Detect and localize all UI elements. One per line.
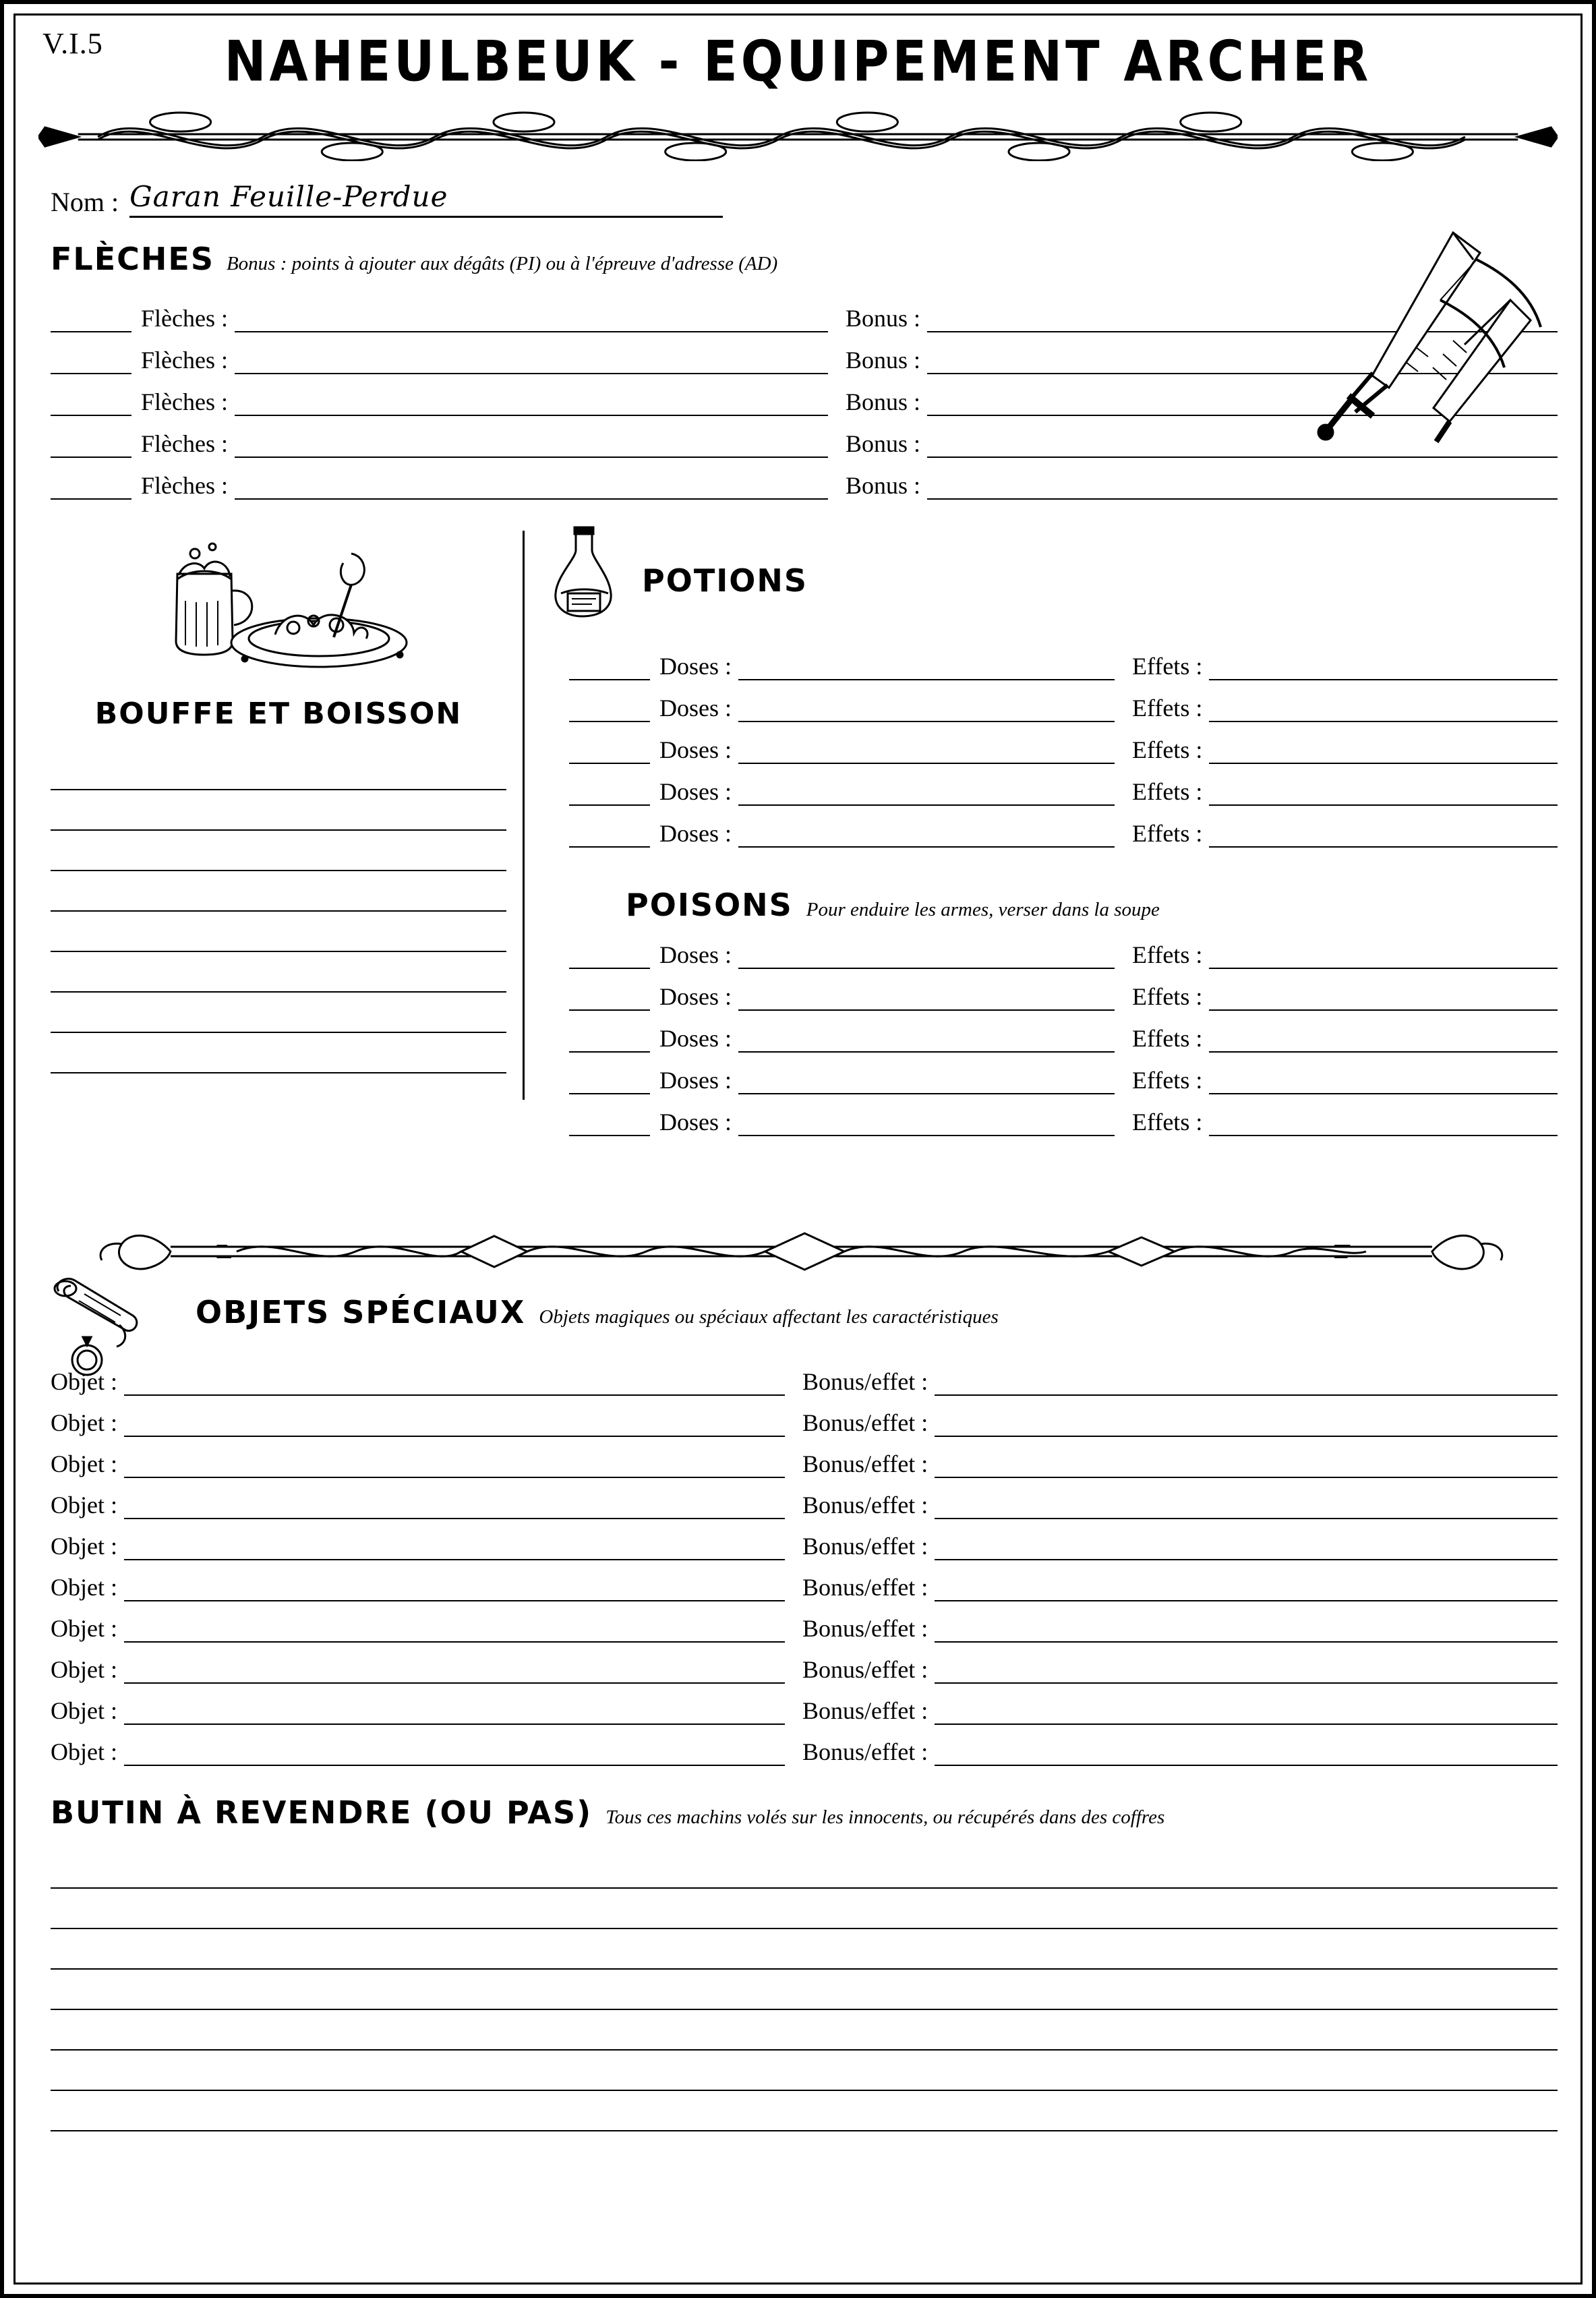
fleches-row-label: Flèches :: [141, 305, 228, 332]
bouffe-line-input[interactable]: [51, 871, 506, 912]
name-input[interactable]: [129, 180, 723, 218]
fleches-title: FLÈCHES: [51, 241, 214, 277]
objet-bonus-label: Bonus/effet :: [802, 1697, 928, 1724]
butin-line-input[interactable]: [51, 1929, 1558, 1970]
objet-bonus-label: Bonus/effet :: [802, 1738, 928, 1765]
fleches-section: [38, 241, 1558, 500]
objet-bonus-input[interactable]: [935, 1532, 1558, 1560]
objet-bonus-label: Bonus/effet :: [802, 1656, 928, 1683]
objet-label: Objet :: [51, 1738, 117, 1765]
potion-effect-input[interactable]: [1209, 694, 1558, 722]
objet-bonus-input[interactable]: [935, 1491, 1558, 1519]
fleches-qty-input[interactable]: [51, 430, 131, 458]
poisons-heading: [545, 887, 1558, 923]
fleches-name-input[interactable]: [235, 388, 828, 416]
objet-label: Objet :: [51, 1615, 117, 1642]
poison-effect-label: Effets :: [1132, 1109, 1203, 1136]
potion-name-input[interactable]: [738, 777, 1115, 806]
objet-label: Objet :: [51, 1656, 117, 1683]
objet-name-input[interactable]: [124, 1655, 785, 1684]
objet-label: Objet :: [51, 1574, 117, 1601]
objet-row[interactable]: [51, 1560, 1558, 1601]
fleches-qty-input[interactable]: [51, 346, 131, 374]
bouffe-line-input[interactable]: [51, 1033, 506, 1073]
objet-bonus-input[interactable]: [935, 1655, 1558, 1684]
fleches-qty-input[interactable]: [51, 388, 131, 416]
poison-name-input[interactable]: [738, 1066, 1115, 1094]
potion-doses-input[interactable]: [569, 736, 650, 764]
poison-doses-input[interactable]: [569, 1108, 650, 1136]
objet-name-input[interactable]: [124, 1409, 785, 1437]
potion-doses-label: Doses :: [659, 820, 732, 847]
objet-bonus-input[interactable]: [935, 1367, 1558, 1396]
fleches-row-label: Flèches :: [141, 472, 228, 499]
fleches-name-input[interactable]: [235, 304, 828, 332]
objet-bonus-input[interactable]: [935, 1738, 1558, 1766]
objet-label: Objet :: [51, 1492, 117, 1519]
fleches-bonus-label: Bonus :: [845, 472, 921, 499]
objet-name-input[interactable]: [124, 1532, 785, 1560]
poison-doses-input[interactable]: [569, 1066, 650, 1094]
potion-name-input[interactable]: [738, 819, 1115, 848]
fleches-bonus-input[interactable]: [927, 471, 1558, 500]
objets-subtitle: Objets magiques ou spéciaux affectant les caractéristiques: [539, 1306, 999, 1328]
objet-row[interactable]: [51, 1519, 1558, 1560]
bouffe-lines: [51, 750, 506, 1073]
objet-row[interactable]: [51, 1601, 1558, 1643]
potion-effect-input[interactable]: [1209, 652, 1558, 680]
objet-row[interactable]: [51, 1643, 1558, 1684]
butin-line-input[interactable]: [51, 1970, 1558, 2010]
vertical-divider: [523, 531, 525, 1100]
objet-bonus-input[interactable]: [935, 1573, 1558, 1601]
poison-name-input[interactable]: [738, 1108, 1115, 1136]
poison-row[interactable]: [569, 969, 1558, 1011]
poisons-title: POISONS: [626, 887, 793, 923]
poison-doses-label: Doses :: [659, 1067, 732, 1094]
poison-doses-label: Doses :: [659, 1109, 732, 1136]
fleches-qty-input[interactable]: [51, 304, 131, 332]
objet-row[interactable]: [51, 1396, 1558, 1437]
objet-bonus-input[interactable]: [935, 1614, 1558, 1643]
poison-effect-label: Effets :: [1132, 1025, 1203, 1052]
bouffe-section: [51, 527, 523, 1201]
objet-bonus-input[interactable]: [935, 1450, 1558, 1478]
objet-name-input[interactable]: [124, 1450, 785, 1478]
butin-lines: [51, 1848, 1558, 2131]
butin-line-input[interactable]: [51, 2010, 1558, 2051]
objet-bonus-label: Bonus/effet :: [802, 1574, 928, 1601]
bouffe-title: BOUFFE ET BOISSON: [94, 697, 463, 731]
spear-divider-ornament: [38, 107, 1558, 161]
objets-speciaux-section: [38, 1294, 1558, 1766]
objet-name-input[interactable]: [124, 1573, 785, 1601]
objet-label: Objet :: [51, 1697, 117, 1724]
poison-row[interactable]: [569, 1094, 1558, 1136]
poison-doses-label: Doses :: [659, 983, 732, 1010]
butin-line-input[interactable]: [51, 1889, 1558, 1929]
poison-effect-input[interactable]: [1209, 1066, 1558, 1094]
poison-effect-label: Effets :: [1132, 983, 1203, 1010]
fleches-subtitle: Bonus : points à ajouter aux dégâts (PI) ou à l'épreuve d'adresse (AD): [226, 253, 778, 274]
butin-line-input[interactable]: [51, 2051, 1558, 2091]
fleches-row[interactable]: [51, 458, 1558, 500]
objets-title: OBJETS SPÉCIAUX: [196, 1294, 526, 1330]
poison-doses-input[interactable]: [569, 1024, 650, 1053]
crossbow-and-sword-illustration: [1308, 219, 1551, 448]
objet-bonus-label: Bonus/effet :: [802, 1450, 928, 1477]
potion-doses-label: Doses :: [659, 736, 732, 763]
objet-label: Objet :: [51, 1533, 117, 1560]
objet-bonus-label: Bonus/effet :: [802, 1533, 928, 1560]
butin-section: [38, 1794, 1558, 2131]
bouffe-line-input[interactable]: [51, 790, 506, 831]
butin-line-input[interactable]: [51, 1848, 1558, 1889]
poison-effect-input[interactable]: [1209, 1024, 1558, 1053]
objets-heading: [51, 1294, 1558, 1355]
objet-label: Objet :: [51, 1409, 117, 1436]
poison-name-input[interactable]: [738, 982, 1115, 1011]
fleches-name-input[interactable]: [235, 471, 828, 500]
poison-row[interactable]: [569, 1053, 1558, 1094]
objet-bonus-label: Bonus/effet :: [802, 1492, 928, 1519]
objet-name-input[interactable]: [124, 1614, 785, 1643]
poison-name-input[interactable]: [738, 1024, 1115, 1053]
name-label: Nom :: [51, 187, 119, 217]
fleches-bonus-label: Bonus :: [845, 305, 921, 332]
objets-rows: [51, 1355, 1558, 1766]
fleches-name-input[interactable]: [235, 346, 828, 374]
poison-effect-input[interactable]: [1209, 982, 1558, 1011]
potion-effect-label: Effets :: [1132, 820, 1203, 847]
potion-bottle-icon: [545, 523, 626, 624]
potion-effect-label: Effets :: [1132, 695, 1203, 721]
potions-heading: [545, 527, 1558, 635]
potion-row[interactable]: [569, 722, 1558, 764]
objet-bonus-input[interactable]: [935, 1409, 1558, 1437]
potion-doses-input[interactable]: [569, 694, 650, 722]
poisons-subtitle: Pour enduire les armes, verser dans la soupe: [806, 899, 1160, 920]
potion-row[interactable]: [569, 680, 1558, 722]
version-label: V.I.5: [42, 27, 103, 60]
objet-bonus-label: Bonus/effet :: [802, 1409, 928, 1436]
objet-bonus-label: Bonus/effet :: [802, 1615, 928, 1642]
fleches-bonus-label: Bonus :: [845, 347, 921, 374]
poison-name-input[interactable]: [738, 941, 1115, 969]
potion-doses-input[interactable]: [569, 819, 650, 848]
potion-name-input[interactable]: [738, 652, 1115, 680]
staff-divider-ornament: [38, 1221, 1558, 1282]
objet-bonus-input[interactable]: [935, 1697, 1558, 1725]
bouffe-line-input[interactable]: [51, 952, 506, 993]
poison-effect-input[interactable]: [1209, 1108, 1558, 1136]
potion-row[interactable]: [569, 806, 1558, 848]
poison-row[interactable]: [569, 927, 1558, 969]
bouffe-line-input[interactable]: [51, 912, 506, 952]
potion-effect-input[interactable]: [1209, 777, 1558, 806]
fleches-bonus-label: Bonus :: [845, 430, 921, 457]
objet-bonus-label: Bonus/effet :: [802, 1368, 928, 1395]
potions-title: POTIONS: [642, 562, 808, 599]
objet-label: Objet :: [51, 1368, 117, 1395]
potion-effect-label: Effets :: [1132, 778, 1203, 805]
scroll-and-ring-illustration: [45, 1271, 160, 1386]
fleches-row-label: Flèches :: [141, 430, 228, 457]
poisons-rows: [545, 927, 1558, 1136]
poison-doses-input[interactable]: [569, 982, 650, 1011]
objet-name-input[interactable]: [124, 1697, 785, 1725]
objet-row[interactable]: [51, 1355, 1558, 1396]
poison-doses-label: Doses :: [659, 941, 732, 968]
poison-effect-label: Effets :: [1132, 941, 1203, 968]
objet-row[interactable]: [51, 1725, 1558, 1766]
potion-effect-input[interactable]: [1209, 819, 1558, 848]
fleches-qty-input[interactable]: [51, 471, 131, 500]
poison-effect-input[interactable]: [1209, 941, 1558, 969]
poison-doses-input[interactable]: [569, 941, 650, 969]
sheet-header: [38, 16, 1558, 103]
fleches-row-label: Flèches :: [141, 388, 228, 415]
butin-line-input[interactable]: [51, 2091, 1558, 2131]
bouffe-line-input[interactable]: [51, 750, 506, 790]
poison-doses-label: Doses :: [659, 1025, 732, 1052]
potions-poisons-column: [545, 527, 1558, 1201]
sheet-inner-border: [13, 13, 1583, 2285]
objet-name-input[interactable]: [124, 1491, 785, 1519]
potion-row[interactable]: [569, 639, 1558, 680]
potion-doses-input[interactable]: [569, 777, 650, 806]
butin-heading: [51, 1794, 1558, 1831]
butin-title: BUTIN À REVENDRE (OU PAS): [51, 1794, 593, 1831]
potions-rows: [545, 639, 1558, 848]
objet-row[interactable]: [51, 1684, 1558, 1725]
middle-area: [38, 527, 1558, 1201]
fleches-bonus-label: Bonus :: [845, 388, 921, 415]
objet-row[interactable]: [51, 1437, 1558, 1478]
bouffe-line-input[interactable]: [51, 831, 506, 871]
potion-doses-label: Doses :: [659, 778, 732, 805]
butin-subtitle: Tous ces machins volés sur les innocents, ou récupérés dans des coffres: [605, 1806, 1165, 1828]
potion-doses-input[interactable]: [569, 652, 650, 680]
poison-effect-label: Effets :: [1132, 1067, 1203, 1094]
potion-name-input[interactable]: [738, 736, 1115, 764]
page-title: NAHEULBEUK - EQUIPEMENT ARCHER: [224, 29, 1372, 94]
name-value: Garan Feuille-Perdue: [129, 180, 448, 213]
potion-doses-label: Doses :: [659, 653, 732, 680]
fleches-row-label: Flèches :: [141, 347, 228, 374]
mug-and-plate-illustration: [51, 527, 506, 682]
bouffe-line-input[interactable]: [51, 993, 506, 1033]
potion-name-input[interactable]: [738, 694, 1115, 722]
objet-name-input[interactable]: [124, 1738, 785, 1766]
objet-row[interactable]: [51, 1478, 1558, 1519]
potion-effect-label: Effets :: [1132, 736, 1203, 763]
potion-doses-label: Doses :: [659, 695, 732, 721]
fleches-name-input[interactable]: [235, 430, 828, 458]
poison-row[interactable]: [569, 1011, 1558, 1053]
objet-label: Objet :: [51, 1450, 117, 1477]
potion-row[interactable]: [569, 764, 1558, 806]
objet-name-input[interactable]: [124, 1367, 785, 1396]
potion-effect-label: Effets :: [1132, 653, 1203, 680]
potion-effect-input[interactable]: [1209, 736, 1558, 764]
name-field-row[interactable]: [38, 180, 1558, 218]
